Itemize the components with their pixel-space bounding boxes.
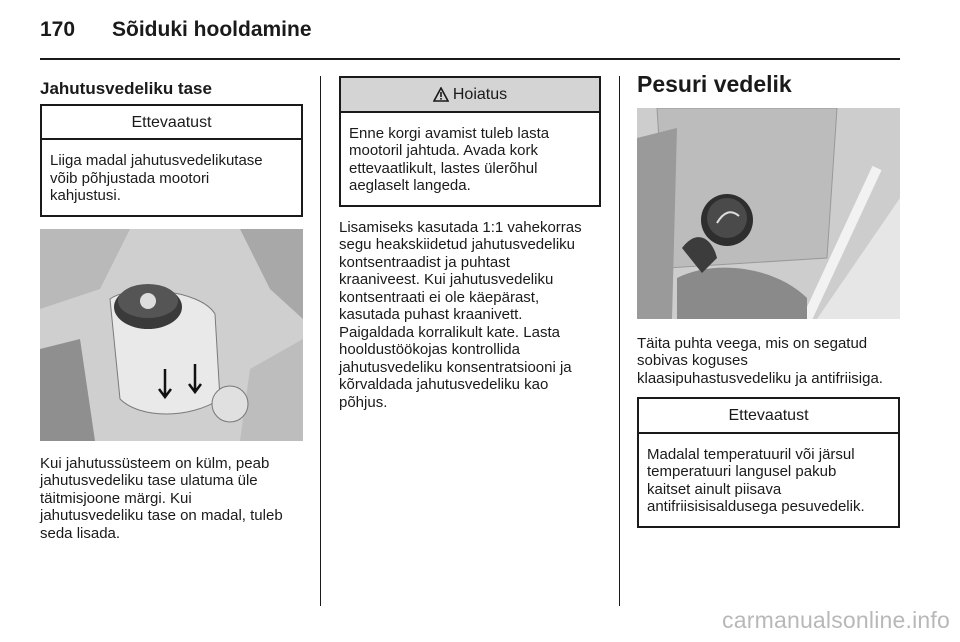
caution-title-washer: Ettevaatust: [639, 399, 898, 434]
left-column: [40, 78, 303, 542]
section-heading-coolant: Jahutusvedeliku tase: [40, 79, 212, 98]
coolant-reservoir-photo: [40, 229, 303, 441]
header-rule: [40, 58, 900, 60]
column-divider: [619, 76, 620, 606]
page-number: 170: [40, 18, 76, 41]
coolant-mix-paragraph: Lisamiseks kasutada 1:1 vahekorras segu heakskiidetud jahutusvedeliku kontsentraadist ja puhtast kraaniveest. Kui jahutusvedeliku kontsentraati ei ole käepärast, kasutada puhast kraanivett. Paigaldada korralikult kate. Lasta hooldustöökojas kontrollida jahutusvedeliku konsentratsiooni ja kõrvaldada jahutusvedeliku kao põhjus.: [339, 218, 582, 411]
washer-paragraph: Täita puhta veega, mis on segatud sobivas koguses klaasipuhastusvedeliku ja antifriisiga.: [637, 334, 883, 387]
warning-triangle-icon: [433, 87, 449, 102]
coolant-reservoir-cap-icon: [114, 284, 182, 329]
column-divider: [320, 76, 321, 606]
warning-box: [339, 76, 601, 207]
watermark: carmanualsonline.info: [722, 607, 950, 633]
warning-text: Enne korgi avamist tuleb lasta mootoril jahtuda. Avada kork ettevaatlikult, lastes ülerõhul aeglaselt langeda.: [349, 124, 550, 194]
caution-box-washer: [637, 397, 900, 528]
page-title: Sõiduki hooldamine: [112, 18, 312, 41]
right-column: [637, 71, 900, 528]
washer-fluid-cap-icon: [701, 194, 753, 246]
washer-fluid-photo: [637, 108, 900, 319]
page-header: [40, 18, 312, 42]
caution-text-washer: Madalal temperatuuril või järsul temperatuuri langusel pakub kaitset ainult piisava antifriisisisaldusega pesuvedelik.: [647, 445, 865, 515]
caution-title: Ettevaatust: [42, 106, 301, 141]
section-heading-washer: Pesuri vedelik: [637, 71, 792, 97]
caution-box: [40, 104, 303, 217]
middle-column: [339, 76, 601, 411]
warning-title: Hoiatus: [452, 86, 508, 103]
coolant-paragraph: Kui jahutussüsteem on külm, peab jahutusvedeliku tase ulatuma üle täitmisjoone märgi. Kui jahutusvedeliku tase on madal, tuleb seda lisada.: [40, 454, 283, 542]
caution-text: Liiga madal jahutusvedelikutase võib põhjustada mootori kahjustusi.: [50, 152, 263, 204]
